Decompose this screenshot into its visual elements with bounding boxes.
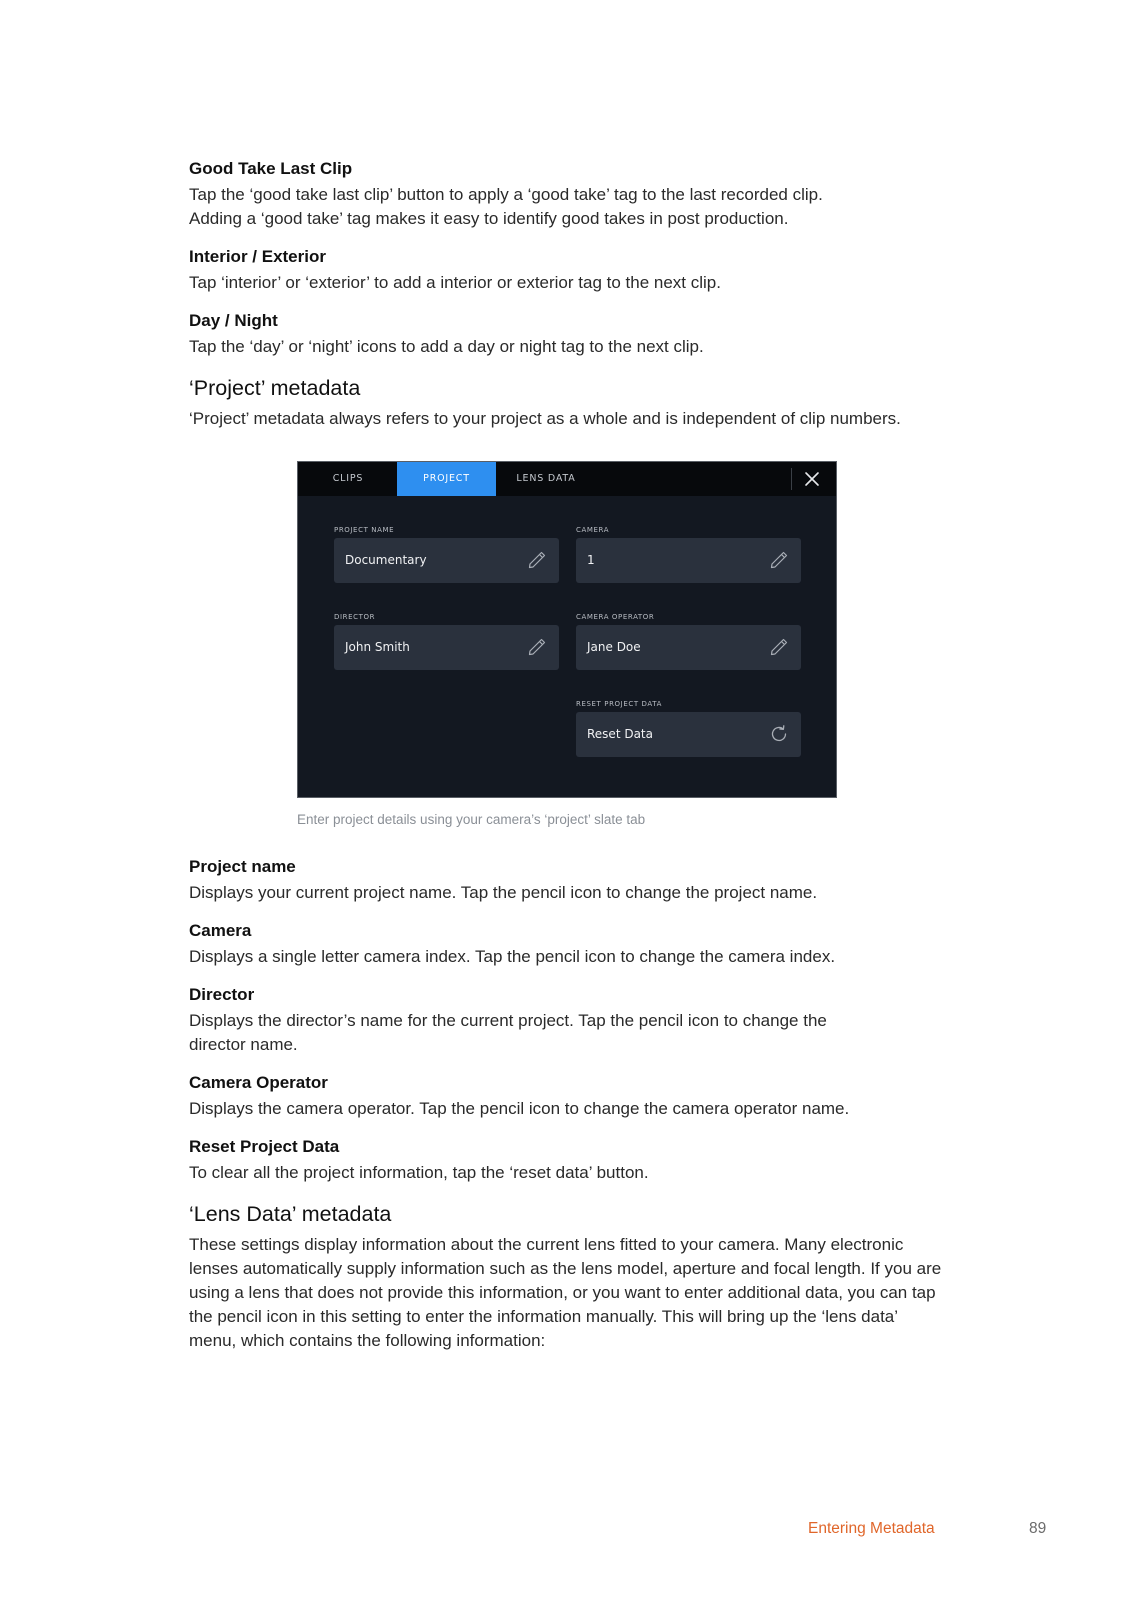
- lens-section: [189, 1200, 949, 1353]
- pencil-icon[interactable]: [526, 636, 548, 658]
- term-description: Displays your current project name. Tap the pencil icon to change the project name.: [189, 883, 818, 902]
- camera-label: CAMERA: [576, 526, 610, 534]
- project-section: [189, 374, 949, 431]
- close-button[interactable]: [801, 468, 823, 490]
- project-name-value: Documentary: [345, 553, 427, 567]
- project-name-field[interactable]: [334, 538, 559, 583]
- tab-divider: [791, 468, 792, 490]
- tab-clips[interactable]: CLIPS: [332, 473, 364, 484]
- term-description: Displays the camera operator. Tap the pencil icon to change the camera operator name.: [189, 1099, 850, 1118]
- camera-project-slate: [297, 461, 837, 798]
- project-definitions: [189, 856, 949, 1353]
- reset-data-button[interactable]: [576, 712, 801, 757]
- term-title: Project name: [189, 857, 296, 876]
- pencil-icon[interactable]: [526, 549, 548, 571]
- term-description: Displays the director’s name for the current project. Tap the pencil icon to change the director name.: [189, 1011, 827, 1054]
- intro-content: [189, 158, 949, 431]
- term-title: Camera: [189, 921, 252, 940]
- section-heading: ‘Lens Data’ metadata: [189, 1202, 392, 1226]
- figure-caption: Enter project details using your camera’s ‘project’ slate tab: [297, 812, 646, 827]
- tab-project[interactable]: PROJECT: [397, 462, 496, 496]
- definition-camera-operator: [189, 1072, 949, 1121]
- camera-field[interactable]: [576, 538, 801, 583]
- director-label: DIRECTOR: [334, 613, 376, 621]
- term-title: Interior / Exterior: [189, 247, 326, 266]
- pencil-icon[interactable]: [768, 636, 790, 658]
- camera-operator-label: CAMERA OPERATOR: [576, 613, 655, 621]
- definition-good-take: [189, 158, 949, 231]
- director-value: John Smith: [345, 640, 410, 654]
- director-field[interactable]: [334, 625, 559, 670]
- pencil-icon[interactable]: [768, 549, 790, 571]
- term-title: Day / Night: [189, 311, 278, 330]
- reset-project-data-label: RESET PROJECT DATA: [576, 700, 662, 708]
- term-title: Director: [189, 985, 255, 1004]
- definition-interior-exterior: [189, 246, 949, 295]
- term-description: Tap the ‘day’ or ‘night’ icons to add a day or night tag to the next clip.: [189, 337, 704, 356]
- camera-operator-value: Jane Doe: [587, 640, 641, 654]
- tab-lens-data[interactable]: LENS DATA: [516, 473, 576, 484]
- term-description: To clear all the project information, tap the ‘reset data’ button.: [189, 1163, 649, 1182]
- close-icon: [801, 468, 823, 490]
- term-title: Good Take Last Clip: [189, 159, 353, 178]
- project-name-label: PROJECT NAME: [334, 526, 395, 534]
- section-intro: These settings display information about the current lens fitted to your camera. Many electronic lenses automatically supply information such as the lens model, aperture and focal length. If you are using a lens that does not provide this information, or you want to enter additional data, you can tap the pencil icon in this setting to enter the information manually. This will bring up the ‘lens data’ menu, which contains the following information:: [189, 1235, 942, 1350]
- slate-tab-bar: [298, 462, 836, 496]
- definition-day-night: [189, 310, 949, 359]
- refresh-icon[interactable]: [768, 723, 790, 745]
- camera-value: 1: [587, 553, 595, 567]
- page-number: 89: [1029, 1520, 1047, 1537]
- term-description: Tap the ‘good take last clip’ button to apply a ‘good take’ tag to the last recorded clip. Adding a ‘good take’ tag makes it easy to identify good takes in post production.: [189, 185, 823, 228]
- reset-data-value: Reset Data: [587, 727, 653, 741]
- definition-camera: [189, 920, 949, 969]
- term-description: Displays a single letter camera index. Tap the pencil icon to change the camera index.: [189, 947, 836, 966]
- definition-reset-project-data: [189, 1136, 949, 1185]
- definition-project-name: [189, 856, 949, 905]
- section-intro: ‘Project’ metadata always refers to your project as a whole and is independent of clip numbers.: [189, 409, 901, 428]
- term-description: Tap ‘interior’ or ‘exterior’ to add a interior or exterior tag to the next clip.: [189, 273, 721, 292]
- footer-section-title: Entering Metadata: [808, 1520, 935, 1537]
- camera-operator-field[interactable]: [576, 625, 801, 670]
- term-title: Camera Operator: [189, 1073, 328, 1092]
- term-title: Reset Project Data: [189, 1137, 340, 1156]
- definition-director: [189, 984, 949, 1057]
- section-heading: ‘Project’ metadata: [189, 376, 361, 400]
